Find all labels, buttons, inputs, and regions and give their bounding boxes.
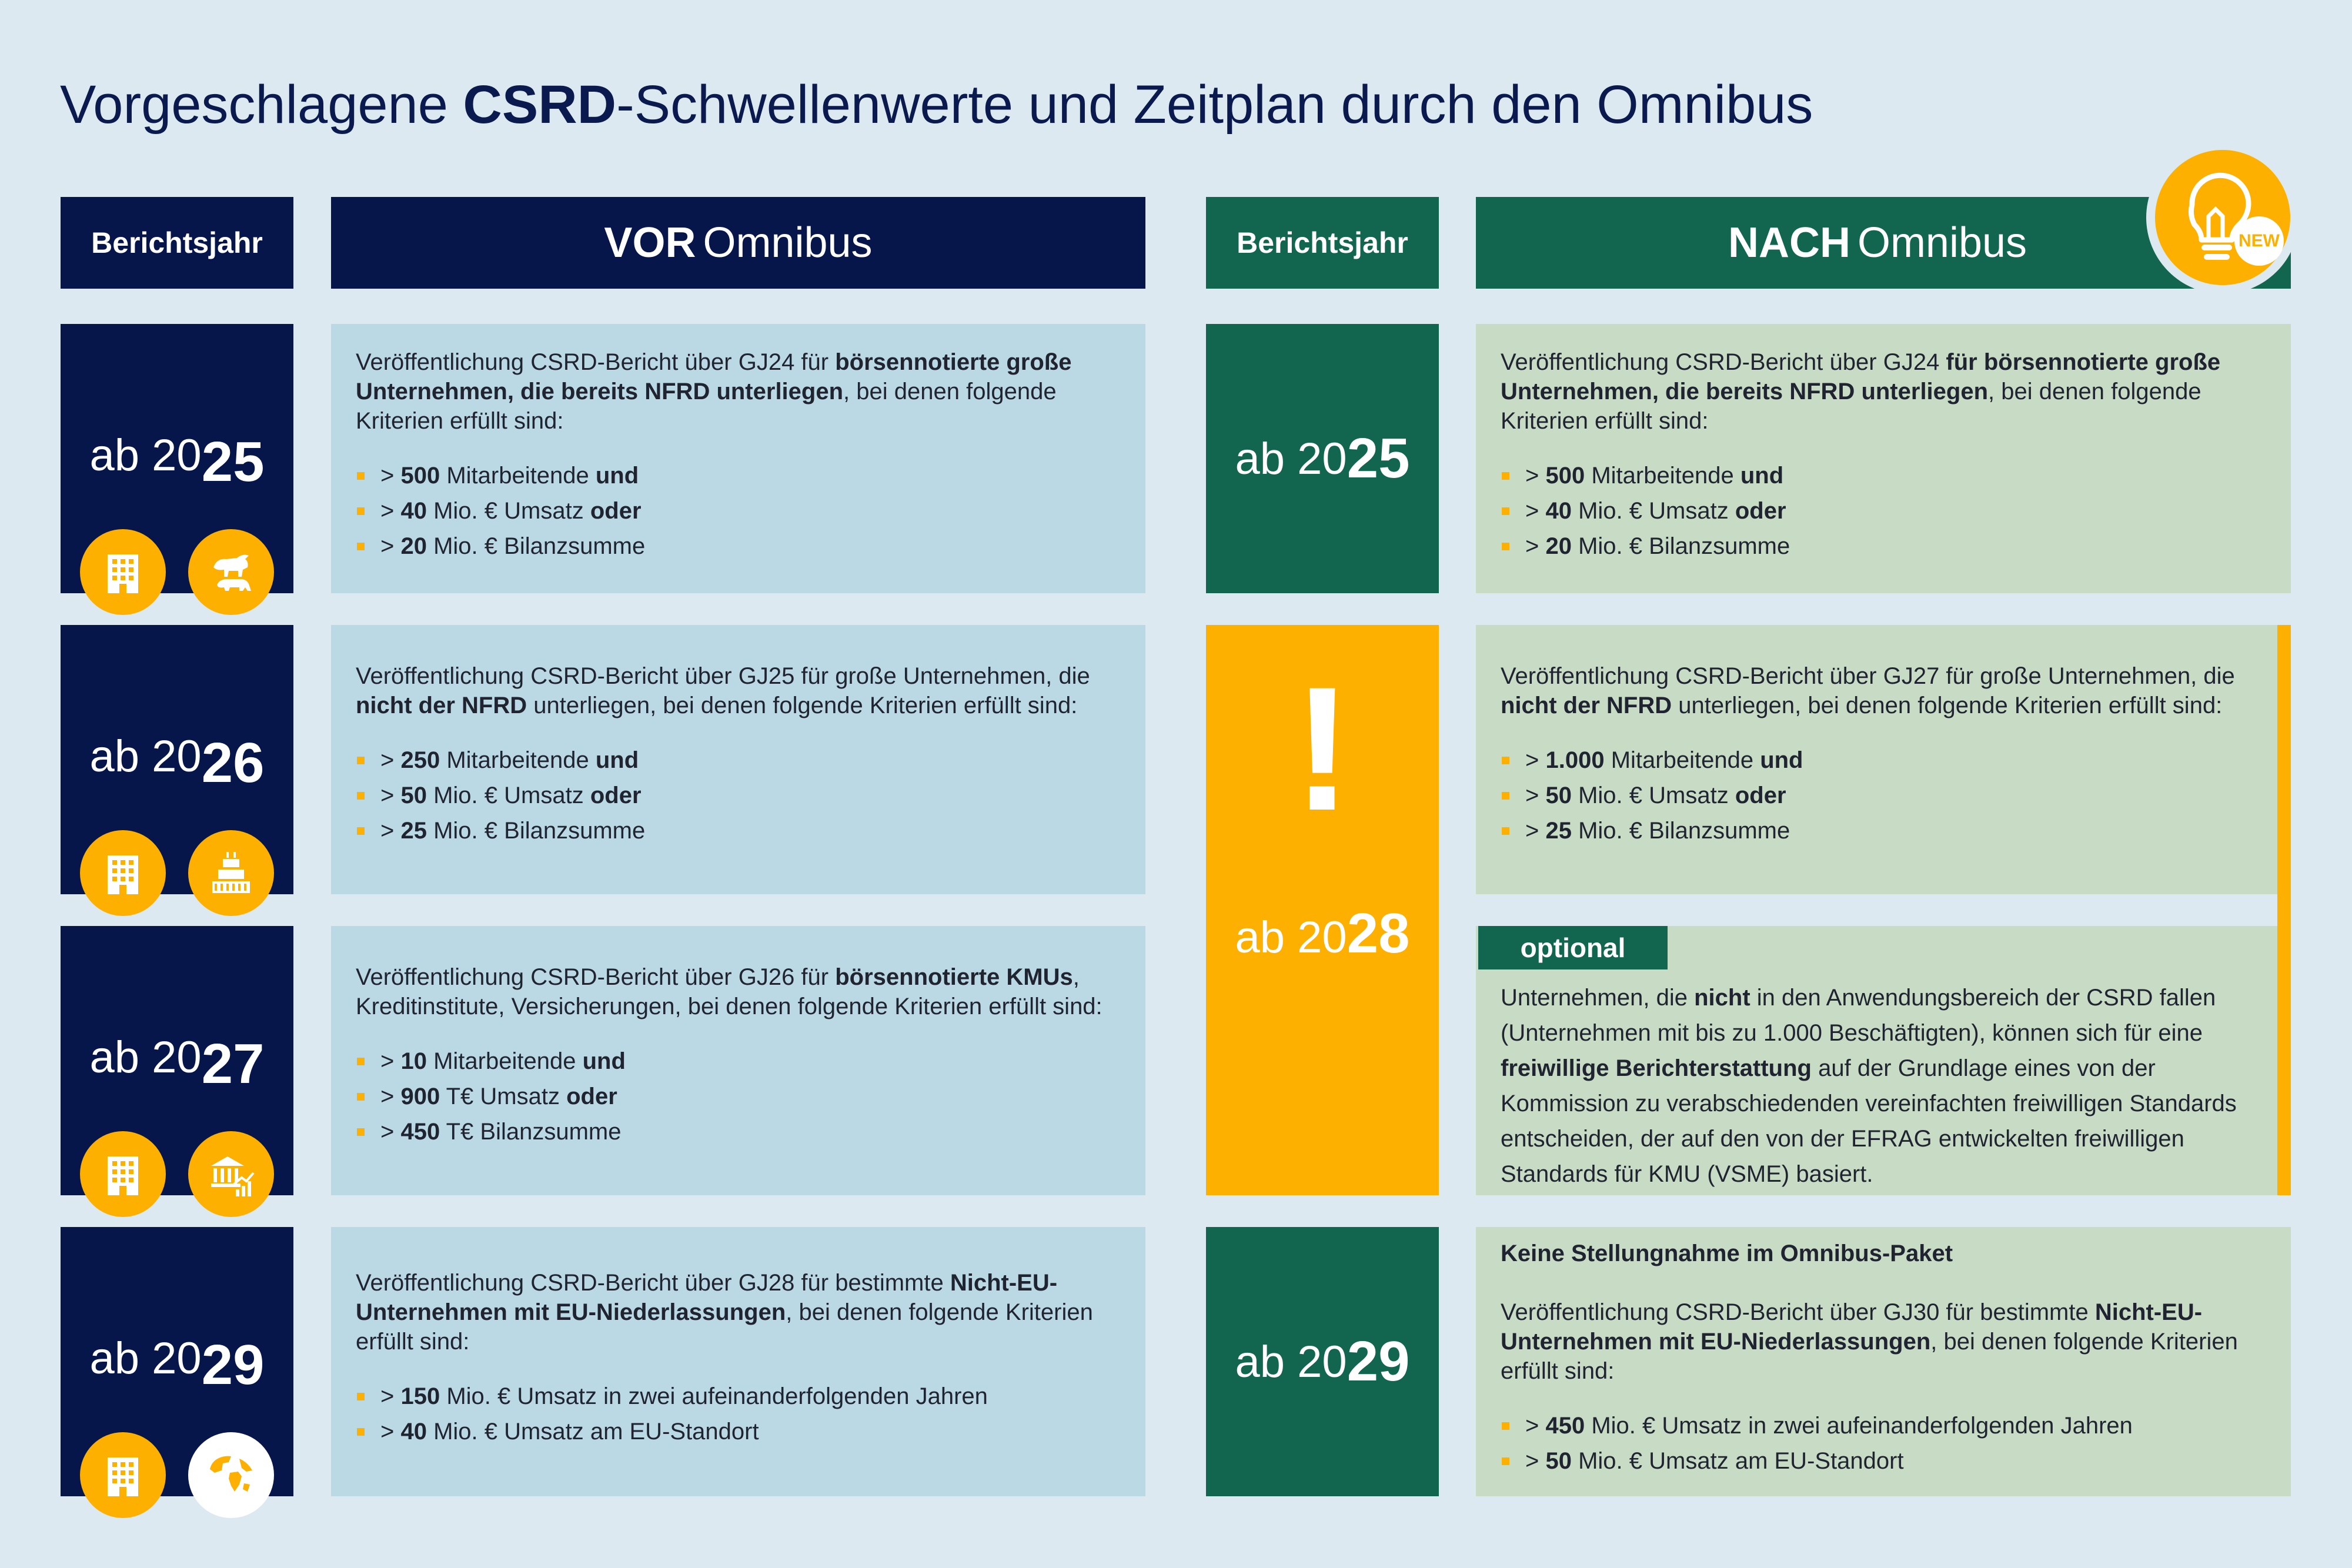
criterion-item: > 150 Mio. € Umsatz in zwei aufeinanderfolgenden Jahren: [356, 1379, 1121, 1414]
bull-bear-icon: [188, 529, 274, 615]
year-box-2029-before: ab 20 29: [61, 1227, 293, 1496]
criterion-item: > 25 Mio. € Bilanzsumme: [356, 813, 1121, 848]
new-badge: NEW: [2239, 231, 2280, 250]
panel-text: Veröffentlichung CSRD-Bericht über GJ24 für börsennotierte große Unternehmen, die bereits NFRD unterliegen, bei denen folgende Kriterien erfüllt sind:: [1501, 349, 2221, 434]
criterion-item: > 20 Mio. € Bilanzsumme: [356, 529, 1121, 564]
criterion-item: > 40 Mio. € Umsatz oder: [1501, 493, 2266, 529]
criterion-item: > 50 Mio. € Umsatz am EU-Standort: [1501, 1443, 2266, 1479]
building-icon: [80, 830, 166, 916]
criterion-item: > 500 Mitarbeitende und: [356, 458, 1121, 493]
globe-icon: [188, 1432, 274, 1518]
building-icon: [80, 1432, 166, 1518]
criterion-item: > 40 Mio. € Umsatz oder: [356, 493, 1121, 529]
criterion-item: > 50 Mio. € Umsatz oder: [1501, 778, 2253, 813]
panel-text: Veröffentlichung CSRD-Bericht über GJ28 für bestimmte Nicht-EU-Unternehmen mit EU-Niederlassungen, bei denen folgende Kriterien erfüllt sind:: [356, 1270, 1093, 1355]
after-panel-2029: [1476, 1227, 2291, 1496]
year-box-2026-before: ab 20 26: [61, 625, 293, 894]
panel-text: Veröffentlichung CSRD-Bericht über GJ24 für börsennotierte große Unternehmen, die bereits NFRD unterliegen, bei denen folgende Kriterien erfüllt sind:: [356, 349, 1072, 434]
bank-growth-icon: [188, 1131, 274, 1217]
panel-text: Veröffentlichung CSRD-Bericht über GJ30 für bestimmte Nicht-EU-Unternehmen mit EU-Niederlassungen, bei denen folgende Kriterien erfüllt sind:: [1501, 1299, 2238, 1384]
optional-tag: optional: [1478, 926, 1668, 969]
criterion-item: > 500 Mitarbeitende und: [1501, 458, 2266, 493]
right-main-header: NACH Omnibus: [1476, 197, 2291, 289]
before-panel-2027: [331, 926, 1145, 1195]
year-box-2025-after: ab 20 25: [1206, 324, 1439, 593]
criterion-item: > 25 Mio. € Bilanzsumme: [1501, 813, 2253, 848]
title-bold: CSRD: [463, 75, 617, 135]
year-box-2025-before: ab 20 25: [61, 324, 293, 593]
page-title: Vorgeschlagene CSRD-Schwellenwerte und Zeitplan durch den Omnibus: [60, 75, 1813, 135]
building-icon: [80, 1131, 166, 1217]
exclamation-mark: !: [1293, 650, 1352, 847]
year-box-2027-before: ab 20 27: [61, 926, 293, 1195]
after-panel-2028: [1476, 625, 2277, 894]
panel-heading: Keine Stellungnahme im Omnibus-Paket: [1501, 1241, 1953, 1266]
criterion-item: > 20 Mio. € Bilanzsumme: [1501, 529, 2266, 564]
criterion-item: > 450 T€ Bilanzsumme: [356, 1114, 1121, 1149]
before-panel-2026: [331, 625, 1145, 894]
left-main-header: VOR Omnibus: [331, 197, 1145, 289]
right-year-header: Berichtsjahr: [1206, 197, 1439, 289]
before-panel-2029: [331, 1227, 1145, 1496]
criterion-item: > 40 Mio. € Umsatz am EU-Standort: [356, 1414, 1121, 1449]
orange-side-bar: [2277, 625, 2291, 1195]
panel-text: Unternehmen, die nicht in den Anwendungsbereich der CSRD fallen (Unternehmen mit bis zu 1.000 Beschäftigten), können sich für eine freiwillige Berichterstattung auf der Grundlage eines von der Kommission zu verabschiedenden vereinfachten freiwilligen Standards entscheiden, der auf den von der EFRAG entwickelten freiwilligen Standards für KMU (VSME) basiert.: [1501, 985, 2237, 1187]
criterion-item: > 1.000 Mitarbeitende und: [1501, 743, 2253, 778]
panel-text: Veröffentlichung CSRD-Bericht über GJ26 für börsennotierte KMUs, Kreditinstitute, Versicherungen, bei denen folgende Kriterien erfüllt sind:: [356, 964, 1102, 1019]
panel-text: Veröffentlichung CSRD-Bericht über GJ25 für große Unternehmen, die nicht der NFRD unterliegen, bei denen folgende Kriterien erfüllt sind:: [356, 663, 1090, 718]
after-panel-2025: [1476, 324, 2291, 593]
cake-icon: [188, 830, 274, 916]
criterion-item: > 10 Mitarbeitende und: [356, 1044, 1121, 1079]
left-year-header: Berichtsjahr: [61, 197, 293, 289]
year-box-2028-after: [1206, 625, 1439, 1195]
criterion-item: > 450 Mio. € Umsatz in zwei aufeinanderfolgenden Jahren: [1501, 1408, 2266, 1443]
criterion-item: > 900 T€ Umsatz oder: [356, 1079, 1121, 1114]
lightbulb-icon: [2129, 141, 2299, 294]
before-panel-2025: [331, 324, 1145, 593]
year-box-2029-after: ab 20 29: [1206, 1227, 1439, 1496]
year-text-2028: ab 2028: [1235, 902, 1410, 965]
criterion-item: > 50 Mio. € Umsatz oder: [356, 778, 1121, 813]
building-icon: [80, 529, 166, 615]
criterion-item: > 250 Mitarbeitende und: [356, 743, 1121, 778]
panel-text: Veröffentlichung CSRD-Bericht über GJ27 für große Unternehmen, die nicht der NFRD unterliegen, bei denen folgende Kriterien erfüllt sind:: [1501, 663, 2235, 718]
